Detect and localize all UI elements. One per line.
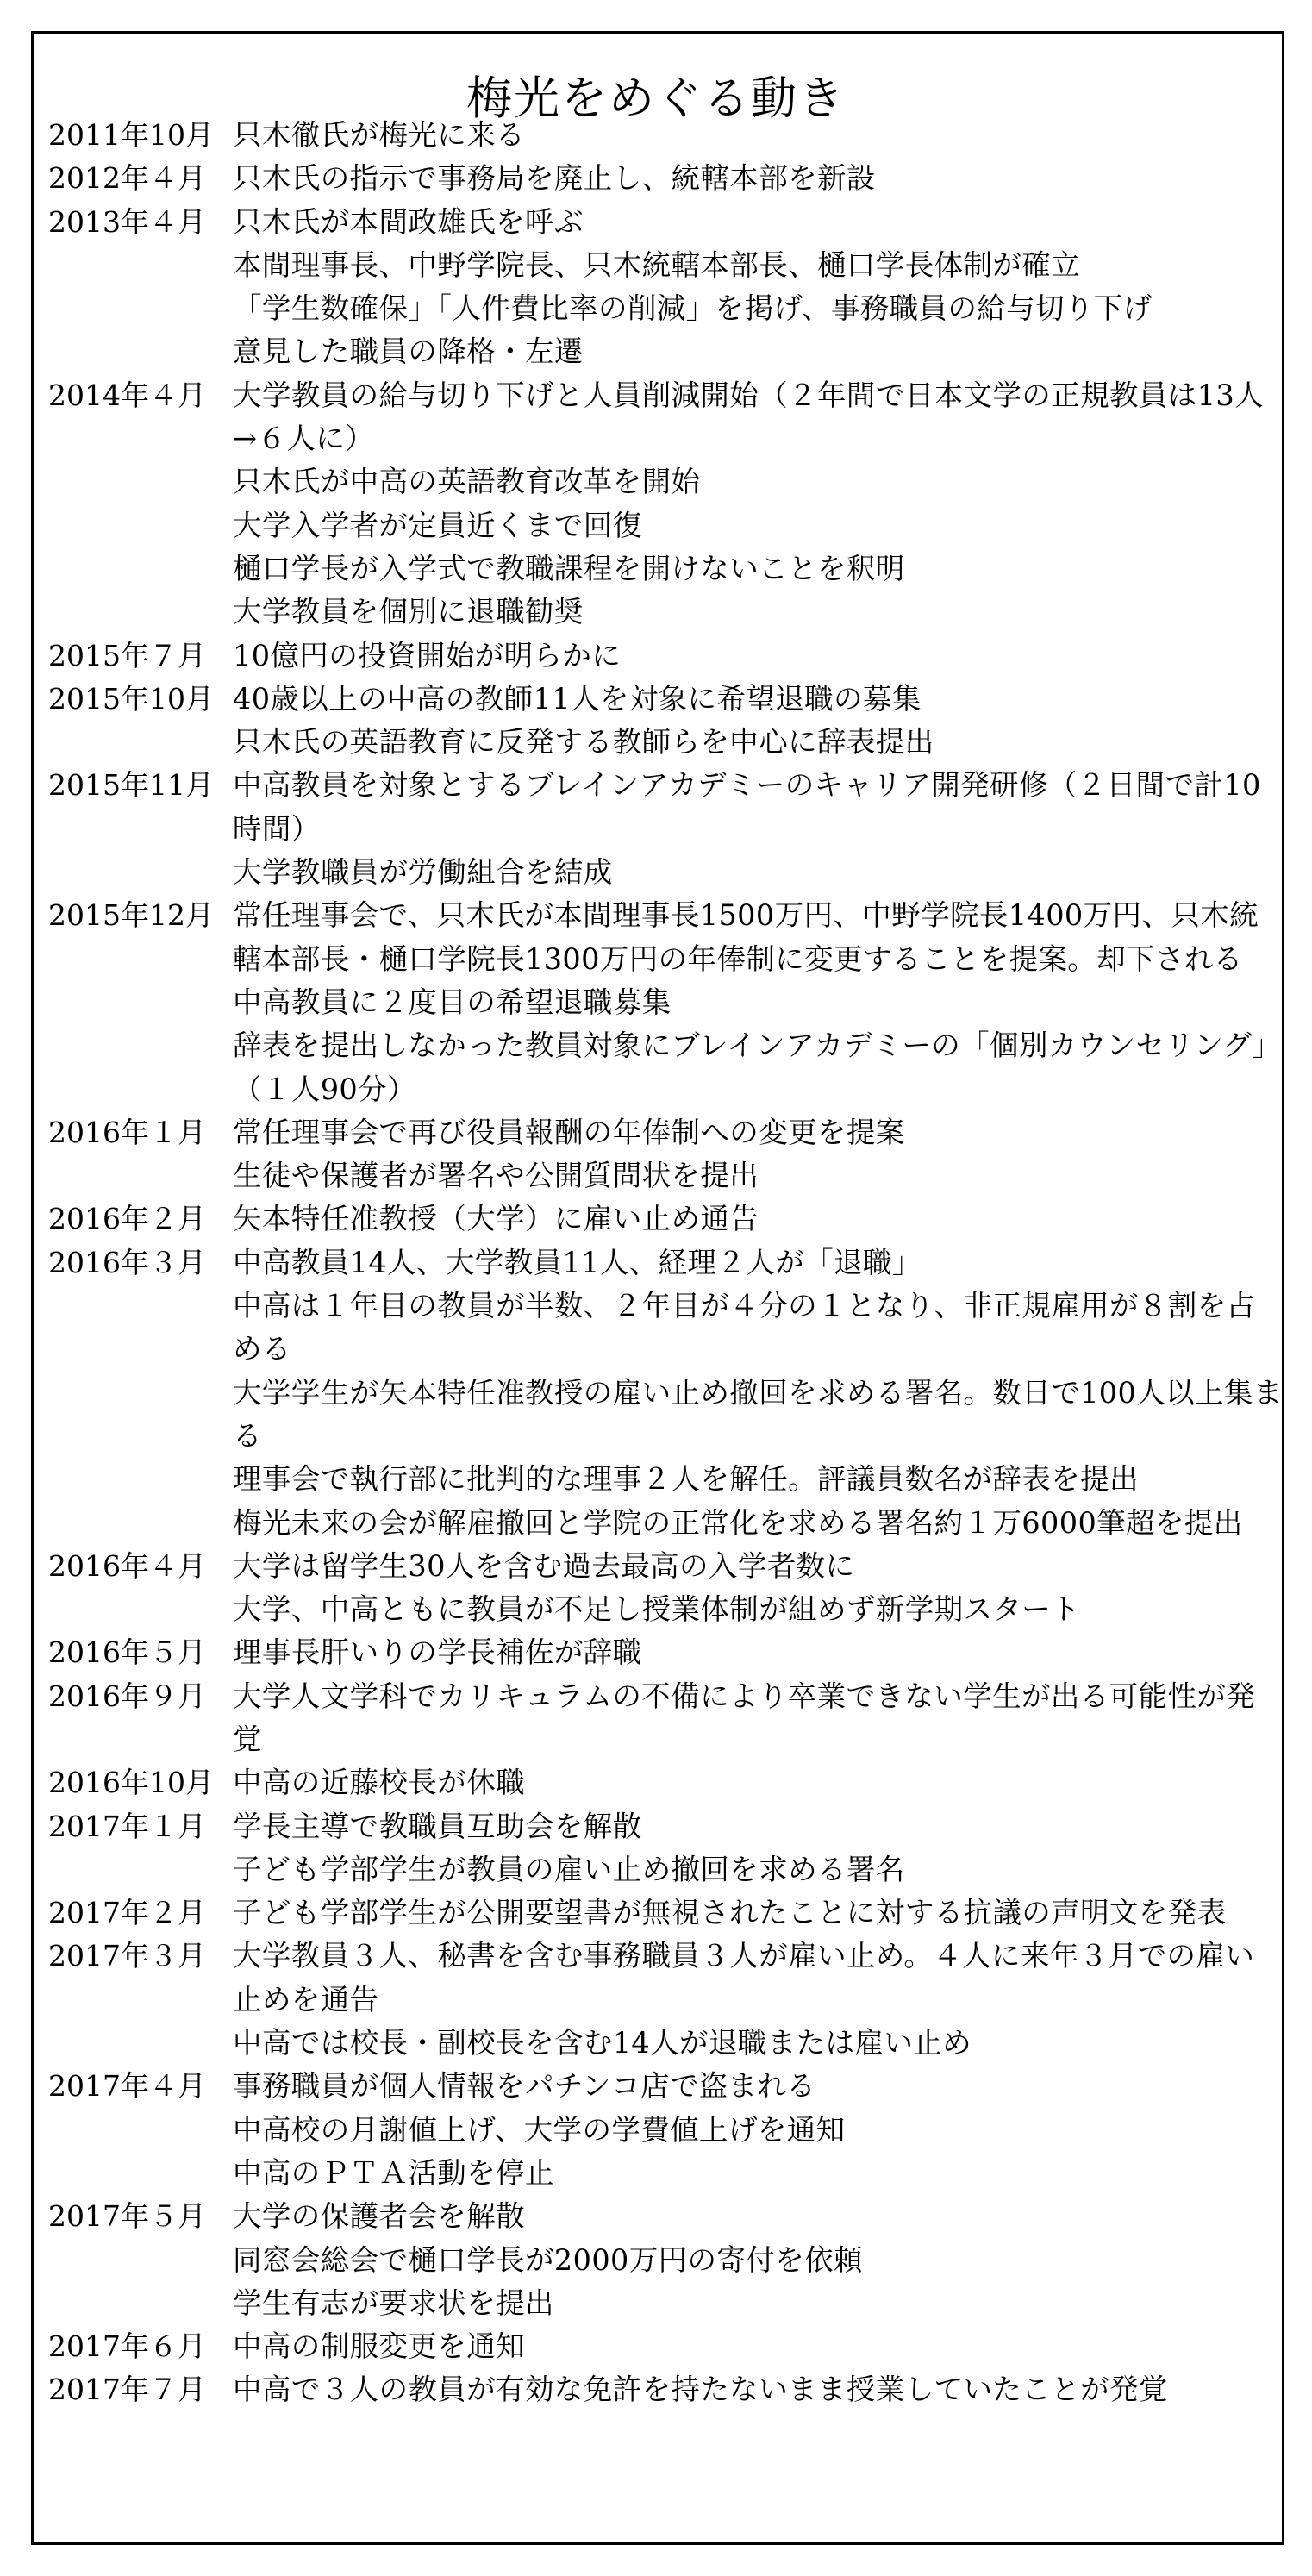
entry-event: 辞表を提出しなかった教員対象にブレインアカデミーの「個別カウンセリング」（１人90分） [233,1029,1282,1106]
entry-date: 2016年３月 [48,1245,206,1279]
entry-events [233,2368,1283,2411]
entry-date: 2015年12月 [48,898,214,933]
entry-date: 2017年６月 [48,2329,206,2364]
entry-event: 「学生数確保」「人件費比率の削減」を掲げ、事務職員の給与切り下げ [233,291,1153,326]
entry-event: 大学学生が矢本特任准教授の雇い止め撤回を求める署名。数日で100人以上集まる [233,1375,1283,1453]
entry-event: 中高で３人の教員が有効な免許を持たないまま授業していたことが発覚 [233,2373,1168,2407]
entry-event: 40歳以上の中高の教師11人を対象に希望退職の募集 [233,681,922,716]
entry-event: 理事会で執行部に批判的な理事２人を解任。評議員数名が辞表を提出 [233,1462,1139,1497]
entry-event: 只木氏が中高の英語教育改革を開始 [233,465,701,499]
entry-date: 2015年11月 [48,768,214,803]
timeline-entry [0,894,1312,1110]
entry-event: 中高教員に２度目の希望退職募集 [233,985,672,1019]
document-title: 梅光をめぐる動き [466,72,846,125]
entry-date: 2017年４月 [48,2069,206,2104]
entry-event: 大学の保護者会を解散 [233,2199,525,2234]
entry-event: 只木氏の英語教育に反発する教師らを中心に辞表提出 [233,725,934,760]
timeline-entry [0,374,1312,635]
entry-events [233,1241,1283,1545]
entry-event: 大学教員を個別に退職勧奨 [233,595,584,629]
timeline-entry [0,2195,1312,2325]
entry-date: 2015年７月 [48,638,206,672]
entry-event: 大学教員の給与切り下げと人員削減開始（２年間で日本文学の正規教員は13人→６人に） [233,378,1265,456]
entry-events [233,114,1283,157]
timeline-entry [0,764,1312,894]
entry-events [233,157,1283,200]
entry-date: 2017年１月 [48,1809,206,1843]
timeline-entry [0,1545,1312,1632]
entry-event: 事務職員が個人情報をパチンコ店で盗まれる [233,2069,816,2104]
entry-date: 2017年７月 [48,2373,206,2407]
entry-events [233,894,1283,1110]
entry-event: 中高の制服変更を通知 [233,2329,525,2364]
entry-event: 中高教員14人、大学教員11人、経理２人が「退職」 [233,1245,922,1279]
entry-events [233,678,1283,765]
entry-events [233,1935,1283,2065]
entry-event: 子ども学部学生が教員の雇い止め撤回を求める署名 [233,1852,905,1886]
timeline-entry [0,678,1312,765]
timeline-entry [0,1891,1312,1935]
entry-date: 2015年10月 [48,681,214,716]
entry-date: 2016年１月 [48,1115,206,1149]
entry-event: 只木氏が本間政雄氏を呼ぶ [233,204,584,239]
entry-date: 2017年３月 [48,1939,206,1973]
entry-event: 樋口学長が入学式で教職課程を開けないことを釈明 [233,551,905,585]
entry-events [233,1197,1283,1241]
entry-events [233,2195,1283,2325]
entry-event: 常任理事会で、只木氏が本間理事長1500万円、中野学院長1400万円、只木統轄本部長・樋口学院長1300万円の年俸制に変更することを提案。却下される [233,898,1259,976]
entry-events [233,1631,1283,1674]
entry-event: 10億円の投資開始が明らかに [233,638,622,672]
entry-date: 2016年９月 [48,1679,206,1713]
timeline-entry [0,1761,1312,1804]
entry-events [233,1891,1283,1935]
entry-event: 中高教員を対象とするブレインアカデミーのキャリア開発研修（２日間で計10時間） [233,768,1261,846]
entry-event: 常任理事会で再び役員報酬の年俸制への変更を提案 [233,1115,905,1149]
entry-event: 理事長肝いりの学長補佐が辞職 [233,1635,642,1670]
timeline-entry [0,2065,1312,2195]
entry-events [233,1761,1283,1804]
entry-events [233,201,1283,374]
entry-date: 2016年４月 [48,1548,206,1583]
entry-event: 中高の近藤校長が休職 [233,1766,525,1800]
entry-event: 中高のＰＴＡ活動を停止 [233,2155,554,2190]
entry-events [233,764,1283,894]
entry-event: 大学教員３人、秘書を含む事務職員３人が雇い止め。４人に来年３月での雇い止めを通告 [233,1939,1255,2016]
entry-date: 2013年４月 [48,204,206,239]
entry-event: 大学教職員が労働組合を結成 [233,855,613,890]
entry-events [233,2065,1283,2195]
entry-event: 学生有志が要求状を提出 [233,2285,554,2320]
timeline-entry [0,1675,1312,1762]
entry-events [233,1545,1283,1632]
entry-event: 生徒や保護者が署名や公開質問状を提出 [233,1159,759,1193]
entry-event: 只木氏の指示で事務局を廃止し、統轄本部を新設 [233,161,876,196]
timeline-list [0,114,1312,2412]
entry-events [233,635,1283,678]
entry-events [233,1675,1283,1762]
timeline-entry [0,1631,1312,1674]
entry-date: 2014年４月 [48,378,206,412]
entry-event: 大学入学者が定員近くまで回復 [233,508,642,542]
entry-event: 意見した職員の降格・左遷 [233,335,584,369]
entry-event: 中高は１年目の教員が半数、２年目が４分の１となり、非正規雇用が８割を占める [233,1289,1256,1366]
entry-events [233,1111,1283,1198]
entry-date: 2016年５月 [48,1635,206,1670]
timeline-entry [0,157,1312,200]
entry-date: 2011年10月 [48,118,214,152]
entry-event: 子ども学部学生が公開要望書が無視されたことに対する抗議の声明文を発表 [233,1896,1227,1930]
entry-event: 梅光未来の会が解雇撤回と学院の正常化を求める署名約１万6000筆超を提出 [233,1505,1243,1540]
entry-date: 2017年２月 [48,1896,206,1930]
entry-date: 2016年10月 [48,1766,214,1800]
entry-event: 本間理事長、中野学院長、只木統轄本部長、樋口学長体制が確立 [233,247,1081,282]
timeline-entry [0,114,1312,157]
entry-events [233,374,1283,635]
entry-event: 学長主導で教職員互助会を解散 [233,1809,642,1843]
entry-event: 大学、中高ともに教員が不足し授業体制が組めず新学期スタート [233,1592,1081,1627]
timeline-entry [0,1241,1312,1545]
entry-events [233,1805,1283,1892]
entry-date: 2017年５月 [48,2199,206,2234]
entry-event: 大学人文学科でカリキュラムの不備により卒業できない学生が出る可能性が発覚 [233,1679,1256,1756]
entry-date: 2016年２月 [48,1202,206,1236]
timeline-entry [0,2325,1312,2368]
entry-event: 中高校の月謝値上げ、大学の学費値上げを通知 [233,2112,846,2147]
entry-event: 同窓会総会で樋口学長が2000万円の寄付を依頼 [233,2242,863,2277]
timeline-entry [0,1197,1312,1241]
timeline-entry [0,1111,1312,1198]
entry-date: 2012年４月 [48,161,206,196]
timeline-entry [0,2368,1312,2411]
timeline-entry [0,201,1312,374]
entry-events [233,2325,1283,2368]
entry-event: 中高では校長・副校長を含む14人が退職または雇い止め [233,2026,972,2060]
entry-event: 矢本特任准教授（大学）に雇い止め通告 [233,1202,759,1236]
entry-event: 大学は留学生30人を含む過去最高の入学者数に [233,1548,855,1583]
timeline-entry [0,635,1312,678]
timeline-entry [0,1935,1312,2065]
entry-event: 只木徹氏が梅光に来る [233,118,525,152]
timeline-entry [0,1805,1312,1892]
